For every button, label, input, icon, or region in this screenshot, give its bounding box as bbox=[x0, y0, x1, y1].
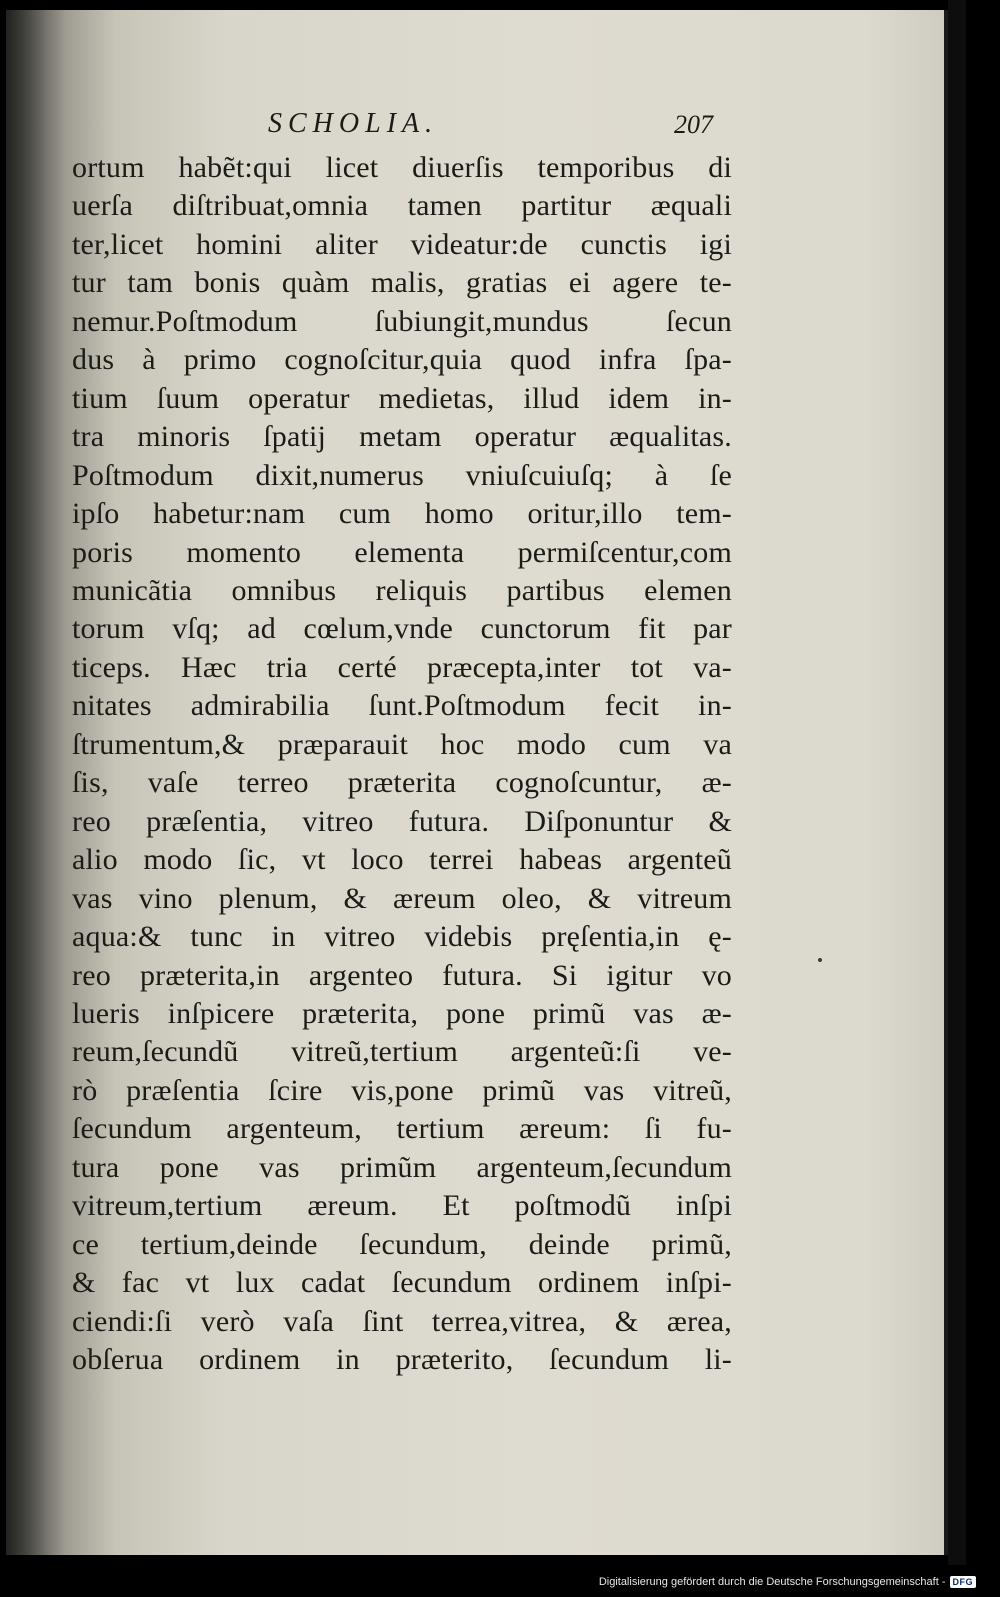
text-line: ſtrumentum,& præparauit hoc modo cum va bbox=[72, 727, 732, 761]
text-line: reum,ſecundũ vitreũ,tertium argenteũ:ſi ve- bbox=[72, 1035, 732, 1069]
text-line: nemur.Poſtmodum ſubiungit,mundus ſecun bbox=[72, 304, 732, 338]
body-text bbox=[72, 149, 732, 1380]
text-line: ticeps. Hæc tria certé præcepta,inter tot va- bbox=[72, 650, 732, 684]
text-line: ſis, vaſe terreo præterita cognoſcuntur, æ- bbox=[72, 766, 732, 800]
text-line: ce tertium,deinde ſecundum, deinde primũ, bbox=[72, 1227, 732, 1261]
text-line: aqua:& tunc in vitreo videbis pręſentia,in ę- bbox=[72, 920, 732, 954]
text-line: ortum habẽt:qui licet diuerſis temporibus di bbox=[72, 151, 732, 184]
text-line: lueris inſpicere præterita, pone primũ vas æ- bbox=[72, 996, 732, 1030]
credit-text: Digitalisierung gefördert durch die Deutsche Forschungsgemeinschaft - bbox=[598, 1576, 946, 1588]
text-line: Poſtmodum dixit,numerus vniuſcuiuſq; à ſe bbox=[72, 458, 732, 492]
text-line: ipſo habetur:nam cum homo oritur,illo tem- bbox=[72, 497, 732, 531]
text-line: obſerua ordinem in præterito, ſecundum li- bbox=[72, 1343, 732, 1377]
text-line: reo præſentia, vitreo futura. Diſponuntur & bbox=[72, 804, 732, 838]
text-line: dus à primo cognoſcitur,quia quod infra ſpa- bbox=[72, 343, 732, 377]
paper-speck bbox=[818, 958, 822, 962]
text-line: torum vſq; ad cœlum,vnde cunctorum fit par bbox=[72, 612, 732, 646]
text-line: tur tam bonis quàm malis, gratias ei agere te- bbox=[72, 266, 732, 300]
page-number: 207 bbox=[674, 110, 713, 139]
text-line: ter,licet homini aliter videatur:de cunctis igi bbox=[72, 227, 732, 261]
text-line: uerſa diſtribuat,omnia tamen partitur æquali bbox=[72, 189, 732, 223]
text-line: ciendi:ſi verò vaſa ſint terrea,vitrea, & ærea, bbox=[72, 1304, 732, 1338]
text-line: tra minoris ſpatij metam operatur æqualitas. bbox=[72, 420, 732, 454]
text-line: ſecundum argenteum, tertium æreum: ſi fu- bbox=[72, 1112, 732, 1146]
page-header bbox=[6, 108, 944, 148]
dfg-logo: DFG bbox=[950, 1576, 977, 1588]
text-line: poris momento elementa permiſcentur,com bbox=[72, 535, 732, 569]
text-line: tium ſuum operatur medietas, illud idem in- bbox=[72, 381, 732, 415]
running-head: SCHOLIA. bbox=[268, 108, 439, 139]
text-line: nitates admirabilia ſunt.Poſtmodum fecit in- bbox=[72, 689, 732, 723]
digitization-credit bbox=[599, 1573, 976, 1591]
text-line: vitreum,tertium æreum. Et poſtmodũ inſpi bbox=[72, 1189, 732, 1223]
text-line: alio modo ſic, vt loco terrei habeas argenteũ bbox=[72, 843, 732, 877]
text-line: & fac vt lux cadat ſecundum ordinem inſpi- bbox=[72, 1266, 732, 1300]
gutter-shadow bbox=[6, 10, 66, 1555]
text-line: rò præſentia ſcire vis,pone primũ vas vitreũ, bbox=[72, 1073, 732, 1107]
paper-page bbox=[6, 10, 948, 1555]
text-line: tura pone vas primũm argenteum,ſecundum bbox=[72, 1150, 732, 1184]
text-line: reo præterita,in argenteo futura. Si igitur vo bbox=[72, 958, 732, 992]
text-line: municãtia omnibus reliquis partibus elemen bbox=[72, 573, 732, 607]
text-line: vas vino plenum, & æreum oleo, & vitreum bbox=[72, 881, 732, 915]
